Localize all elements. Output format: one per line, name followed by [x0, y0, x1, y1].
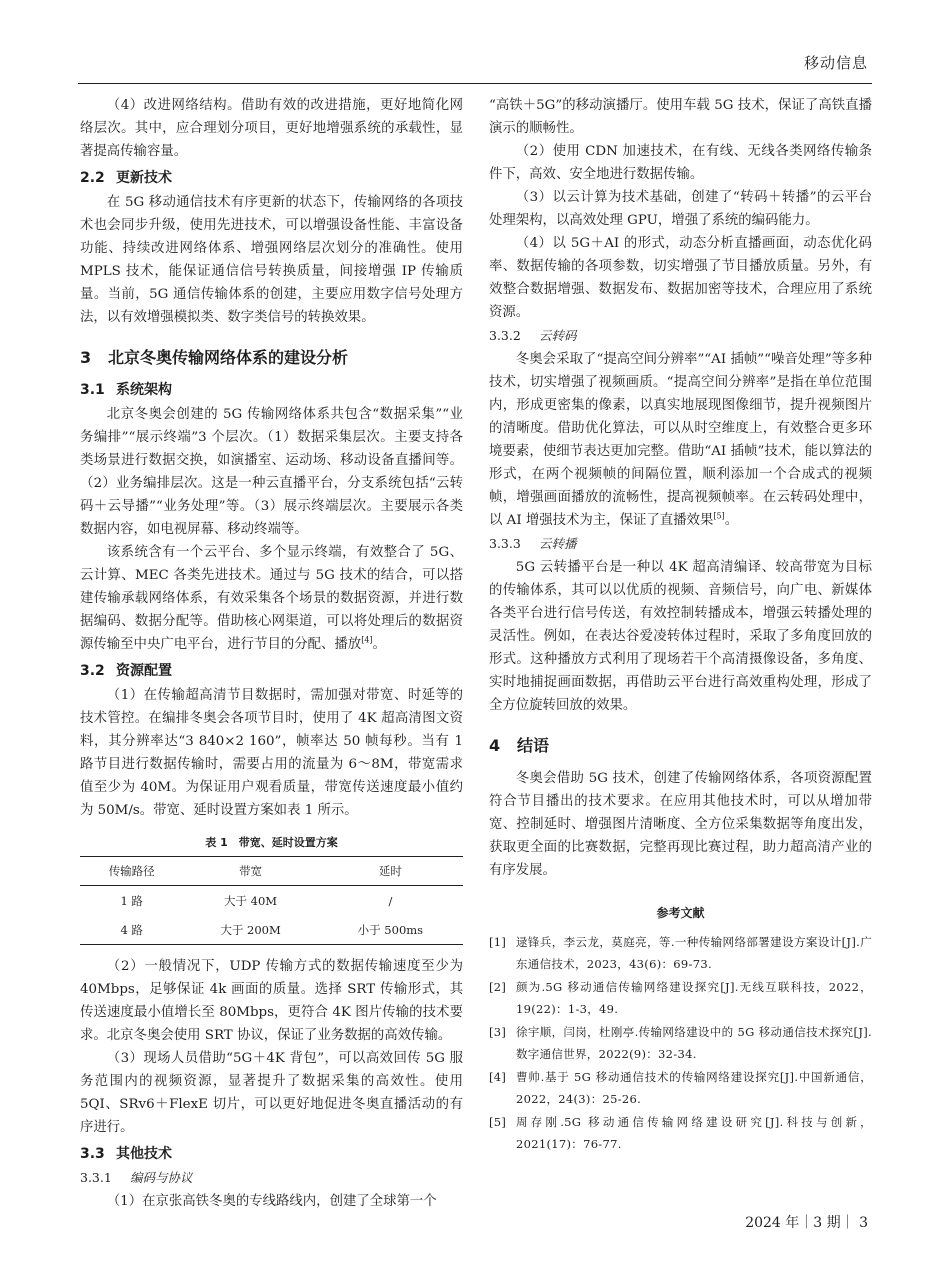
reference-number: [2]: [489, 980, 507, 994]
reference-item: [489, 1021, 872, 1065]
table-cell: 1 路: [120, 893, 143, 908]
reference-item: [489, 931, 872, 975]
section-number: 3.3.2: [489, 328, 521, 343]
section-heading-3-3-1: [80, 1167, 463, 1189]
table-header: 延时: [318, 857, 463, 886]
reference-text: 逯锋兵，李云龙，莫庭亮，等.一种传输网络部署建设方案设计[J].广东通信技术，2023，43(6)：69-73.: [516, 935, 872, 971]
paragraph-3-3-1-a: （1）在京张高铁冬奥的专线路线内，创建了全球第一个: [106, 1194, 437, 1209]
paragraph-3-3-1-a-continued: “高铁＋5G”的移动演播厅。使用车载 5G 技术，保证了高铁直播演示的顺畅性。: [489, 98, 872, 136]
section-heading-3-1: [80, 379, 463, 401]
reference-number: [3]: [489, 1025, 507, 1039]
citation-ref: [4]: [361, 635, 373, 645]
reference-number: [4]: [489, 1070, 507, 1084]
section-title: 云转播: [539, 536, 577, 551]
reference-item: [489, 976, 872, 1020]
paragraph-3-3-2: [489, 348, 872, 532]
section-number: 4: [489, 736, 501, 755]
page-footer: 2024 年｜3 期｜ 3: [745, 1215, 868, 1231]
reference-number: [5]: [489, 1115, 507, 1129]
table-header: 传输路径: [80, 857, 183, 886]
reference-item: [489, 1066, 872, 1110]
section-heading-3-2: [80, 660, 463, 682]
section-number: 3.1: [80, 382, 105, 398]
reference-text: 颜为.5G 移动通信传输网络建设探究[J].无线互联科技，2022，19(22)：1-3，49.: [516, 980, 872, 1016]
header-rule: [78, 83, 872, 84]
paragraph-3-1-b: [80, 541, 463, 656]
section-heading-2-2: [80, 167, 463, 189]
references-title: 参考文献: [656, 906, 705, 920]
section-number: 2.2: [80, 170, 105, 186]
paragraph-3-3-1-d: （4）以 5G＋AI 的形式，动态分析直播画面，动态优化码率、数据传输的各项参数，切实增强了节目播放质量。另外，有效整合数据增强、数据发布、数据加密等技术，合理应用了系统资源。: [489, 236, 872, 320]
paragraph-text: 该系统含有一个云平台、多个显示终端，有效整合了 5G、云计算、MEC 各类先进技术。通过与 5G 技术的结合，可以搭建传输承载网络体系，有效采集各个场景的数据资源，并进行数据编码、数据分配等。借助核心网渠道，可以将处理后的数据资源传输至中央广电平台，进行节目的分配、播放: [80, 545, 463, 652]
citation-ref: [5]: [713, 511, 725, 521]
table-cell: 小于 500ms: [318, 915, 463, 945]
table-cell: 4 路: [80, 915, 183, 945]
section-number: 3: [80, 348, 92, 367]
table-row: [80, 886, 463, 916]
section-heading-4: [489, 733, 872, 756]
paragraph-end: 。: [372, 637, 386, 652]
reference-text: 徐宇顺，闫岗，杜刚亭.传输网络建设中的 5G 移动通信技术探究[J].数字通信世界，2022(9)：32-34.: [516, 1025, 872, 1061]
paragraph-3-2-b: （2）一般情况下，UDP 传输方式的数据传输速度至少为 40Mbps，足够保证 4k 画面的质量。选择 SRT 传输形式，其传送速度最小值增长至 80Mbps，更符合 4K 图片传输的技术要求。北京冬奥会使用 SRT 协议，保证了业务数据的高效传输。: [80, 959, 463, 1043]
paragraph-improve-network: （4）改进网络结构。借助有效的改进措施，更好地简化网络层次。其中，应合理划分项目，更好地增强系统的承载性，显著提高传输容量。: [80, 98, 463, 159]
section-number: 3.3.3: [489, 536, 521, 551]
paragraph-text: 冬奥会采取了“提高空间分辨率”“AI 插帧”“噪音处理”等多种技术，切实增强了视频画质。“提高空间分辨率”是指在单位范围内，形成更密集的像素，以真实地展现图像细节，提升视频图片的清晰度。借助优化算法，可以从时空维度上，有效整合更多环境要素，使细节表达更加完整。借助“AI 插帧”技术，能以算法的形式，在两个视频帧的间隔位置，顺利添加一个合成式的视频帧，增强画面播放的流畅性，提高视频帧率。在云转码处理中，以 AI 增强技术为主，保证了直播效果: [489, 352, 872, 528]
section-heading-3: [80, 345, 463, 368]
section-heading-3-3: [80, 1143, 463, 1165]
reference-number: [1]: [489, 935, 507, 949]
reference-text: 周存刚.5G 移动通信传输网络建设研究[J].科技与创新，2021(17)：76-77.: [516, 1115, 872, 1151]
section-number: 3.3.1: [80, 1170, 112, 1185]
section-title: 系统架构: [116, 382, 172, 398]
paragraph-3-3-1-c: （3）以云计算为技术基础，创建了“转码＋转播”的云平台处理架构，以高效处理 GPU，增强了系统的编码能力。: [489, 190, 872, 228]
section-number: 3.3: [80, 1146, 105, 1162]
section-title: 其他技术: [116, 1146, 172, 1162]
table-header: 带宽: [183, 857, 317, 886]
paragraph-conclusion: 冬奥会借助 5G 技术，创建了传输网络体系，各项资源配置符合节目播出的技术要求。在应用其他技术时，可以从增加带宽、控制延时、增强图片清晰度、全方位采集数据等角度出发，获取更全面的比赛数据，完整再现比赛过程，助力超高清产业的有序发展。: [489, 771, 872, 878]
section-title: 资源配置: [116, 663, 172, 679]
paragraph-end: 。: [724, 513, 739, 528]
journal-name: 移动信息: [803, 54, 868, 72]
right-column: [489, 94, 872, 1156]
section-title: 云转码: [539, 328, 577, 343]
reference-text: 曹帅.基于 5G 移动通信技术的传输网络建设探究[J].中国新通信，2022，24(3)：25-26.: [516, 1070, 872, 1106]
bandwidth-table: [80, 856, 463, 945]
paragraph-3-1-a: 北京冬奥会创建的 5G 传输网络体系共包含“数据采集”“业务编排”“展示终端”3 个层次。（1）数据采集层次。主要支持各类场景进行数据交换，如演播室、运动场、移动设备直播间等。（2）业务编排层次。这是一种云直播平台，分支系统包括“云转码＋云导播”“业务处理”等。（3）展示终端层次。主要展示各类数据内容，如电视屏幕、移动终端等。: [80, 407, 463, 537]
section-title: 编码与协议: [130, 1170, 193, 1185]
section-title: 结语: [517, 736, 550, 755]
paragraph-3-2-a: （1）在传输超高清节目数据时，需加强对带宽、时延等的技术管控。在编排冬奥会各项节目时，使用了 4K 超高清图文资料，其分辨率达“3 840×2 160”，帧率达 50 帧每秒。当有 1 路节目进行数据传输时，需要占用的流量为 6～8M，带宽需求值至少为 40M。为保证用户观看质量，带宽传送速度最小值约为 50M/s。带宽、延时设置方案如表 1 所示。: [80, 688, 463, 818]
table-row: [80, 915, 463, 945]
table-cell: 大于 40M: [224, 893, 278, 908]
paragraph-2-2: 在 5G 移动通信技术有序更新的状态下，传输网络的各项技术也会同步升级，使用先进技术，可以增强设备性能、丰富设备功能、持续改进网络体系、增强网络层次划分的准确性。使用 MPLS 技术，能保证通信信号转换质量，间接增强 IP 传输质量。当前，5G 通信传输体系的创建，主要应用数字信号处理方法，以有效增强模拟类、数字类信号的转换效果。: [80, 195, 463, 325]
table-cell: 大于 200M: [183, 915, 317, 945]
table-caption: 表 1 带宽、延时设置方案: [205, 836, 338, 849]
table-cell: /: [388, 893, 393, 908]
section-title: 更新技术: [116, 170, 172, 186]
left-column: [80, 94, 463, 1213]
section-number: 3.2: [80, 663, 105, 679]
paragraph-3-2-c: （3）现场人员借助“5G＋4K 背包”，可以高效回传 5G 服务范围内的视频资源，显著提升了数据采集的高效性。使用 5QI、SRv6＋FlexE 切片，可以更好地促进冬奥直播活动的有序进行。: [80, 1051, 463, 1135]
section-heading-3-3-3: [489, 533, 872, 555]
paragraph-3-3-3: 5G 云转播平台是一种以 4K 超高清编译、较高带宽为目标的传输体系，其可以以优质的视频、音频信号，向广电、新媒体各类平台进行信号传送，有效控制转播成本，增强云转播处理的灵活性。例如，在表达谷爱凌转体过程时，采取了多角度回放的形式。这种播放方式利用了现场若干个高清摄像设备，多角度、实时地捕捉画面数据，再借助云平台进行高效重构处理，形成了全方位旋转回放的效果。: [489, 560, 872, 713]
section-heading-3-3-2: [489, 325, 872, 347]
reference-item: [489, 1111, 872, 1155]
paragraph-3-3-1-b: （2）使用 CDN 加速技术，在有线、无线各类网络传输条件下，高效、安全地进行数据传输。: [489, 144, 872, 182]
section-title: 北京冬奥传输网络体系的建设分析: [108, 348, 349, 367]
